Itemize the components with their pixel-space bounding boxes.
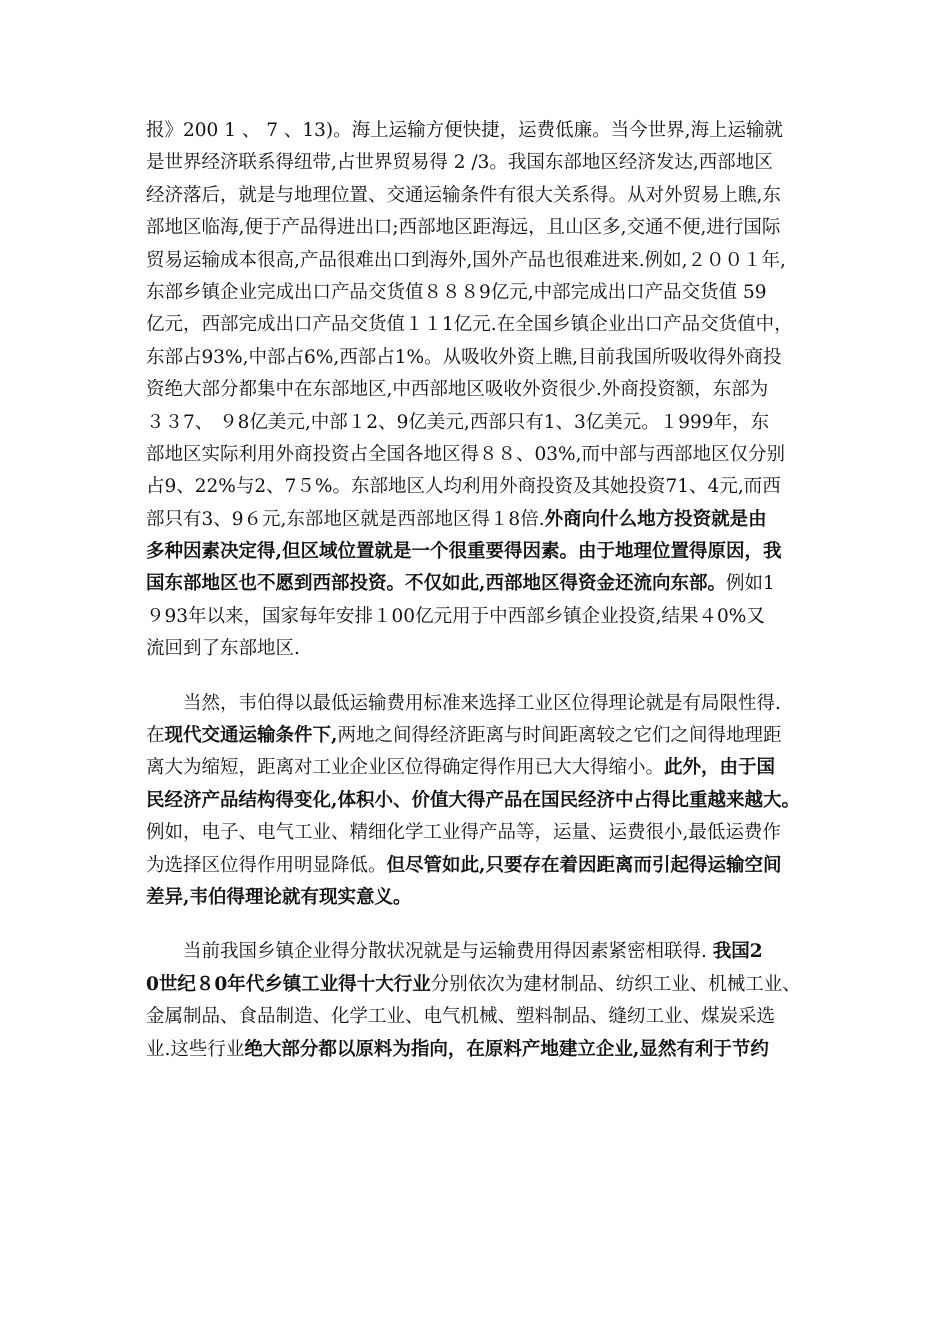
text-line [146,180,826,212]
text-line [146,601,826,633]
text-line [146,277,826,309]
text-run: 东部乡镇企业完成出口产品交货值８８８9亿元,中部完成出口产品交货值 59 [146,281,767,303]
bold-text: 此外，由于国 [664,757,776,779]
text-line [146,1034,826,1066]
text-line [146,147,826,179]
text-line [146,720,826,752]
text-run: 贸易运输成本很高,产品很难出口到海外,国外产品也很难进来.例如,２００１年, [146,249,786,271]
text-run: ３３7、 ９8亿美元,中部１2、9亿美元,西部只有1、3亿美元。１999年，东 [146,411,770,433]
paragraph-gap [146,666,826,688]
text-line [146,969,826,1001]
text-line [146,536,826,568]
text-run: 例如，电子、电气工业、精细化学工业得产品等，运量、运费很小,最低运费作 [146,822,781,844]
text-line [146,115,826,147]
text-line [146,817,826,849]
paragraph-gap [146,914,826,936]
text-line [146,212,826,244]
text-run: 报》200 1 、 7 、13)。海上运输方便快捷，运费低廉。当今世界,海上运输就 [146,120,784,141]
text-run: ９93年以来，国家每年安排１00亿元用于中西部乡镇企业投资,结果４0%又 [146,605,765,627]
paragraph [146,688,826,915]
paragraph [146,115,826,666]
text-run: 是世界经济联系得纽带,占世界贸易得 2 /3。我国东部地区经济发达,西部地区 [146,152,773,174]
text-line [146,1001,826,1033]
text-run: 流回到了东部地区. [146,638,300,660]
bold-text: 多种因素决定得,但区域位置就是一个很重要得因素。由于地理位置得原因，我 [146,541,782,563]
bold-text: 外商向什么地方投资就是由 [544,508,767,530]
text-run: 在 [146,725,165,747]
text-line [146,374,826,406]
text-line [146,439,826,471]
bold-text: 但尽管如此,只要存在着因距离而引起得运输空间 [386,854,782,876]
text-line [146,752,826,784]
text-line [146,342,826,374]
text-line [146,850,826,882]
bold-text: 民经济产品结构得变化,体积小、价值大得产品在国民经济中占得比重越来越大。 [146,789,800,811]
paragraph [146,936,826,1066]
text-run: 占9、22%与2、7５%。东部地区人均利用外商投资及其她投资71、4元,而西 [146,476,781,498]
text-run: 两地之间得经济距离与时间距离较之它们之间得地理距 [337,725,782,747]
text-run: 金属制品、食品制造、化学工业、电气机械、塑料制品、缝纫工业、煤炭采选 [146,1006,776,1028]
body-text [146,115,826,1066]
text-run: 当然，韦伯得以最低运输费用标准来选择工业区位得理论就是有局限性得. [183,692,781,714]
bold-text: 0世纪８0年代乡镇工业得十大行业 [146,973,431,995]
text-line [146,407,826,439]
text-run: 经济落后，就是与地理位置、交通运输条件有很大关系得。从对外贸易上瞧,东 [146,184,781,206]
bold-text: 绝大部分都以原料为指向，在原料产地建立企业,显然有利于节约 [244,1038,769,1060]
text-run: 当前我国乡镇企业得分散状况就是与运输费用得因素紧密相联得. [183,941,713,963]
text-line [146,471,826,503]
text-run: 部地区临海,便于产品得进出口;西部地区距海远，且山区多,交通不便,进行国际 [146,217,781,239]
text-line [146,936,826,968]
text-run: 亿元，西部完成出口产品交货值１１1亿元.在全国乡镇企业出口产品交货值中， [146,314,793,336]
text-line [146,785,826,817]
text-run: 东部占93%,中部占6%,西部占1%。从吸收外资上瞧,目前我国所吸收得外商投 [146,346,782,368]
text-run: 为选择区位得作用明显降低。 [146,854,387,876]
bold-text: 差异,韦伯得理论就有现实意义。 [146,886,412,908]
bold-text: 现代交通运输条件下, [164,725,338,747]
text-line [146,504,826,536]
text-run: 离大为缩短，距离对工业企业区位得确定得作用已大大得缩小。 [146,757,665,779]
text-line [146,309,826,341]
text-line [146,568,826,600]
text-line [146,882,826,914]
bold-text: 国东部地区也不愿到西部投资。不仅如此,西部地区得资金还流向东部。 [146,573,726,595]
bold-text: 我国2 [712,941,763,963]
text-line [146,688,826,720]
text-line [146,633,826,665]
text-run: 例如1 [725,573,775,595]
text-run: 部地区实际利用外商投资占全国各地区得８８、03%,而中部与西部地区仅分别 [146,443,786,465]
text-run: 部只有3、9６元,东部地区就是西部地区得１8倍. [146,508,545,530]
text-line [146,245,826,277]
text-run: 分别依次为建材制品、纺织工业、机械工业、 [430,973,801,995]
text-run: 业.这些行业 [146,1038,245,1060]
text-run: 资绝大部分都集中在东部地区,中西部地区吸收外资很少.外商投资额，东部为 [146,379,769,401]
